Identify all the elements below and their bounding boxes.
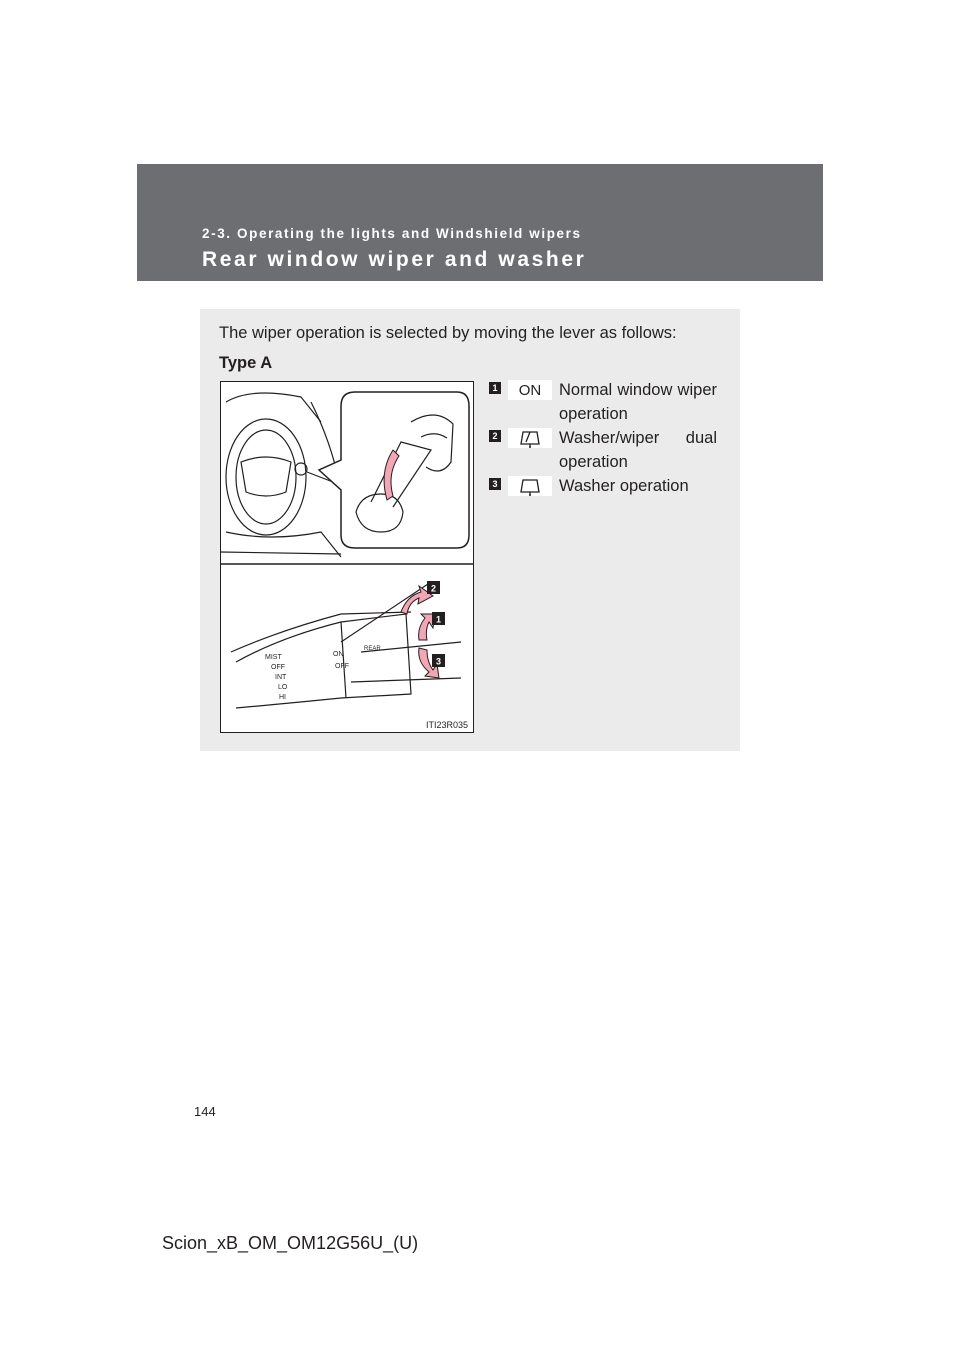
- page-title: Rear window wiper and washer: [202, 248, 587, 271]
- lever-body-drawing: [231, 582, 461, 708]
- figure-id: ITI23R035: [425, 720, 468, 730]
- section-label: 2-3. Operating the lights and Windshield wipers: [202, 226, 582, 241]
- washer-wiper-icon: [508, 428, 552, 448]
- wiper-lever-illustration: [221, 382, 473, 732]
- rear-label-off: OFF: [335, 663, 349, 670]
- lever-label-mist: MIST: [265, 654, 282, 661]
- wiper-lever-figure: [220, 381, 474, 733]
- figure-badge-3-label: 3: [435, 656, 442, 667]
- intro-text: The wiper operation is selected by moving the lever as follows:: [219, 324, 677, 342]
- washer-wiper-glyph: [518, 428, 542, 448]
- washer-glyph: [518, 476, 542, 496]
- lever-labels: [265, 646, 381, 701]
- legend-text-2: Washer/wiper dual operation: [559, 429, 717, 471]
- page-number: 144: [194, 1104, 216, 1119]
- type-label: Type A: [219, 354, 273, 372]
- legend-number-2: 2: [489, 430, 501, 442]
- lever-label-off: OFF: [271, 664, 285, 671]
- on-icon: ON: [508, 380, 552, 400]
- lever-label-lo: LO: [278, 684, 288, 691]
- steering-wheel-drawing: [221, 393, 341, 557]
- figure-number-badges: [427, 581, 445, 667]
- lever-label-hi: HI: [279, 694, 286, 701]
- figure-badge-2-label: 2: [430, 583, 437, 594]
- figure-badge-1-label: 1: [435, 614, 442, 625]
- lever-label-int: INT: [275, 674, 287, 681]
- legend-text-1: Normal window wiper operation: [559, 381, 717, 423]
- legend-text-3: Washer operation: [559, 477, 689, 495]
- washer-icon: [508, 476, 552, 496]
- rear-label-on: ON: [333, 651, 344, 658]
- document-code: Scion_xB_OM_OM12G56U_(U): [162, 1233, 419, 1253]
- zoom-callout-box: [319, 392, 469, 548]
- legend-number-1: 1: [489, 382, 501, 394]
- rear-label-rear: REAR: [364, 646, 381, 652]
- legend-number-3: 3: [489, 478, 501, 490]
